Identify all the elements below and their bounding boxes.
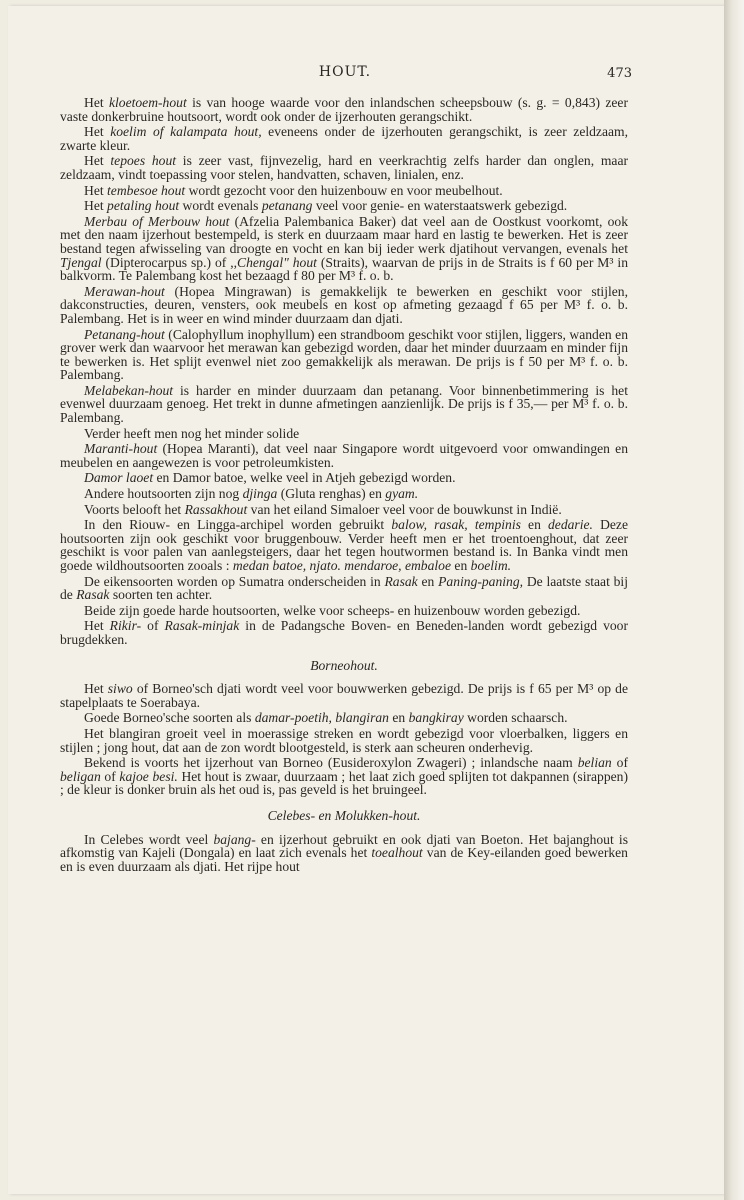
- page-header: [60, 64, 630, 84]
- italic-term: damar-poetih, blangiran: [254, 710, 389, 726]
- italic-term: Damor laoet: [84, 470, 154, 486]
- paragraph: De eikensoorten worden op Sumatra onderscheiden in Rasak en Paning-paning, De laatste staat bij de Rasak soorten ten achter.: [60, 573, 628, 603]
- italic-term: siwo: [107, 681, 133, 697]
- paragraph: In den Riouw- en Lingga-archipel worden gebruikt balow, rasak, tempinis en dedarie. Deze houtsoorten zijn ook geschikt voor bruggenbouw. Verder heeft men er het troentoenghout, dat zeer geschikt is voor palen van aanlegsteigers, daar het tegen houtwormen bestand is. In Banka vindt men goede wildhoutsoorten zooals : medan batoe, njato. mendaroe, embaloe en boelim.: [60, 517, 628, 573]
- italic-term: Rasak: [384, 573, 418, 589]
- paragraph: Het blangiran groeit veel in moerassige streken en wordt gebezigd voor vloerbalken, liggers en stijlen ; jong hout, dat aan de zon wordt blootgesteld, is sterk aan scheuren onderhevig.: [60, 725, 628, 755]
- italic-term: petanang: [261, 198, 313, 214]
- italic-term: Rikir-: [109, 618, 142, 634]
- paragraph-list-borneo: [60, 682, 628, 797]
- running-title: HOUT.: [318, 64, 372, 80]
- paragraph: Het koelim of kalampata hout, eveneens onder de ijzerhouten gerangschikt, is zeer zeldzaam, zwarte kleur.: [60, 124, 628, 153]
- page-number: 473: [607, 66, 632, 81]
- italic-term: gyam.: [385, 486, 419, 502]
- paragraph: Damor laoet en Damor batoe, welke veel in Atjeh gebezigd worden.: [84, 470, 456, 486]
- paragraph: Merbau of Merbouw hout (Afzelia Palembanica Baker) dat veel aan de Oostkust voorkomt, ook met den naam ijzerhout bestempeld, is sterk en duurzaam maar hard en lastig te bewerken. Het is zeer bestand tegen afwisseling van droogte en vocht en kan bij ieder werk djatihout vervangen, evenals het Tjengal (Dipterocarpus sp.) of ,,Chengal" hout (Straits), waarvan de prijs in de Straits is f 60 per M³ in balkvorm. Te Palembang kost het bezaagd f 80 per M³ f. o. b.: [60, 213, 628, 284]
- italic-term: Rasak-minjak: [164, 618, 240, 634]
- paragraph: Verder heeft men nog het minder solide: [84, 425, 300, 441]
- italic-term: Maranti-hout: [84, 441, 158, 457]
- italic-term: Chengal" hout: [237, 254, 317, 270]
- paragraph: Maranti-hout (Hopea Maranti), dat veel naar Singapore wordt uitgevoerd voor omwandingen en meubelen en aangewezen is voor petroleumkisten.: [60, 441, 628, 470]
- paragraph: Andere houtsoorten zijn nog djinga (Gluta renghas) en gyam.: [84, 486, 419, 502]
- italic-term: petaling hout: [107, 198, 180, 214]
- paragraph-list-celebes: [60, 833, 628, 874]
- italic-term: Petanang-hout: [84, 326, 165, 342]
- paragraph: Beide zijn goede harde houtsoorten, welke voor scheeps- en huizenbouw worden gebezigd.: [84, 602, 581, 618]
- italic-term: tepoes hout: [110, 153, 177, 169]
- italic-term: medan batoe, njato. mendaroe, embaloe: [232, 558, 452, 573]
- paragraph: Voorts belooft het Rassakhout van het eiland Simaloer veel voor de bouwkunst in Indië.: [84, 501, 562, 517]
- section-heading-celebes: Celebes- en Molukken-hout.: [267, 807, 421, 823]
- paragraph: Het petaling hout wordt evenals petanang veel voor genie- en waterstaatswerk gebezigd.: [84, 198, 568, 214]
- italic-term: Rasak: [76, 587, 110, 603]
- paragraph: In Celebes wordt veel bajang- en ijzerhout gebruikt en ook djati van Boeton. Het bajanghout is afkomstig van Kajeli (Dongala) en laat zich evenals het toealhout van de Key-eilanden goed bewerken en is even duurzaam als djati. Het rijpe hout: [60, 831, 628, 874]
- page-edge: [724, 0, 744, 1200]
- italic-term: kloetoem-hout: [108, 95, 187, 110]
- italic-term: dedarie.: [548, 517, 593, 533]
- italic-term: djinga: [242, 486, 278, 502]
- paragraph: Petanang-hout (Calophyllum inophyllum) een strandboom geschikt voor stijlen, liggers, wanden en grover werk dan waarvoor het merawan kan gebezigd worden, daar het minder duurzaam en minder fijn te bewerken is. Het splijt evenwel niet zoo gemakkelijk als merawan. De prijs is f 50 per M³ f. o. b. Palembang.: [60, 326, 628, 383]
- italic-term: belian: [577, 755, 612, 771]
- italic-term: bangkiray: [408, 710, 464, 726]
- italic-term: Melabekan-hout: [84, 382, 174, 398]
- paragraph: Melabekan-hout is harder en minder duurzaam dan petanang. Voor binnenbetimmering is het evenwel duurzaam genoeg. Het trekt in dunne afmetingen aanzienlijk. De prijs is f 35,— per M³ f. o. b. Palembang.: [60, 382, 628, 426]
- italic-term: Merbau of Merbouw hout: [84, 213, 230, 229]
- italic-term: kajoe besi.: [119, 768, 178, 784]
- italic-term: Merawan-hout: [84, 283, 165, 299]
- italic-term: beligan: [60, 768, 101, 784]
- paragraph: Het tembesoe hout wordt gezocht voor den huizenbouw en voor meubelhout.: [84, 182, 503, 198]
- italic-term: Paning-paning,: [438, 573, 524, 589]
- paragraph: Het Rikir- of Rasak-minjak in de Padangsche Boven- en Beneden-landen wordt gebezigd voor brugdekken.: [60, 618, 629, 647]
- italic-term: Tjengal: [60, 254, 102, 270]
- paragraph: Bekend is voorts het ijzerhout van Borneo (Eusideroxylon Zwageri) ; inlandsche naam belian of beligan of kajoe besi. Het hout is zwaar, duurzaam ; het laat zich goed splijten tot dakpannen (sirappen) ; de kleur is donker bruin als het oud is, pas geveld is het bruingeel.: [60, 755, 629, 798]
- italic-term: balow, rasak, tempinis: [391, 517, 521, 533]
- italic-term: koelim of kalampata hout,: [110, 124, 262, 140]
- section-heading-borneo: Borneohout.: [310, 657, 378, 673]
- italic-term: bajang-: [213, 831, 256, 847]
- paragraph: Het kloetoem-hout is van hooge waarde voor den inlandschen scheepsbouw (s. g. = 0,843) zeer vaste donkerbruine houtsoort, wordt ook onder de ijzerhouten gerangschikt.: [60, 95, 628, 124]
- paragraph: Het tepoes hout is zeer vast, fijnvezelig, hard en veerkrachtig zelfs harder dan onglen, maar zeldzaam, vindt toepassing voor stelen, handvatten, schaven, linialen, enz.: [60, 153, 629, 182]
- document-body: [60, 96, 628, 875]
- italic-term: tembesoe hout: [107, 182, 186, 198]
- paragraph: Het siwo of Borneo'sch djati wordt veel voor bouwwerken gebezigd. De prijs is f 65 per M³ op de stapelplaats te Soerabaya.: [60, 681, 628, 710]
- paragraph: Merawan-hout (Hopea Mingrawan) is gemakkelijk te bewerken en geschikt voor stijlen, dakconstructies, deuren, vensters, ook meubels en kost op afmeting gezaagd f 65 per M³ f. o. b. Palembang. Het is in weer en wind minder duurzaam dan djati.: [60, 283, 628, 326]
- italic-term: Rassakhout: [184, 501, 248, 517]
- italic-term: boelim.: [470, 558, 512, 573]
- paragraph-list: [60, 96, 628, 647]
- italic-term: toealhout: [371, 845, 423, 861]
- paragraph: Goede Borneo'sche soorten als damar-poetih, blangiran en bangkiray worden schaarsch.: [84, 710, 568, 726]
